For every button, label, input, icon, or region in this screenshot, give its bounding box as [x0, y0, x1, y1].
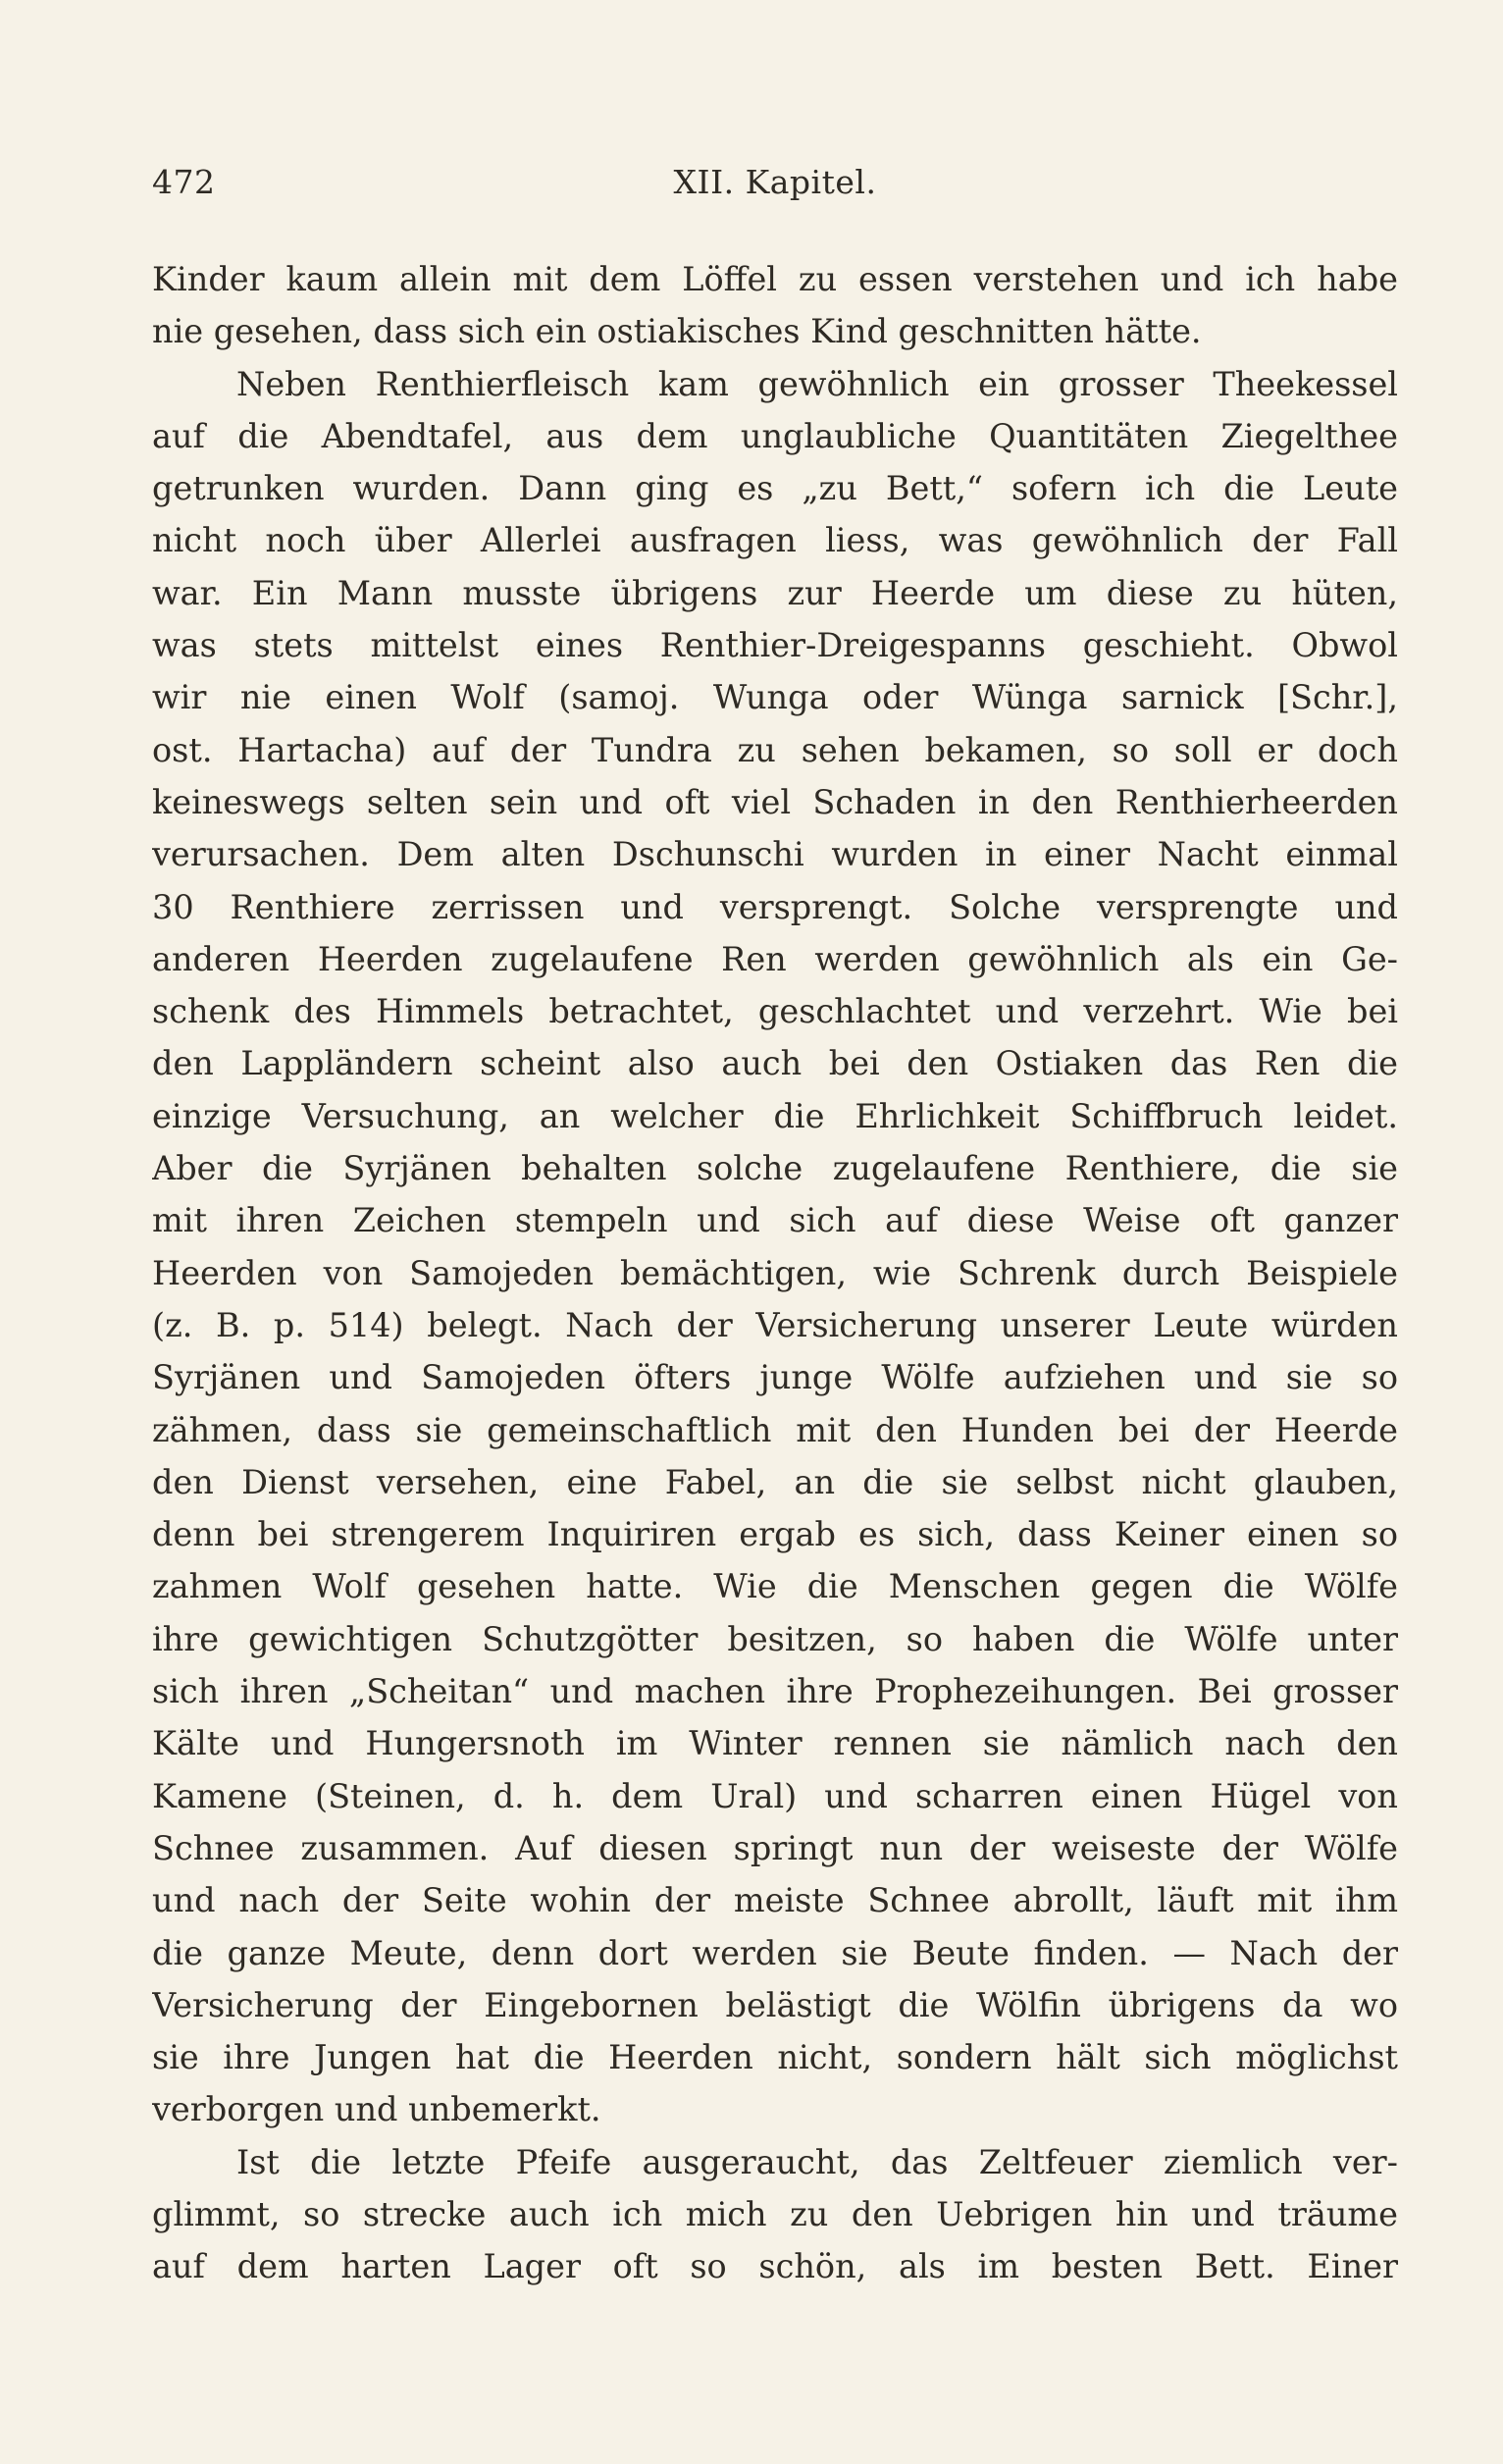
text-line: Kinder kaum allein mit dem Löffel zu essen verstehen und ich habe	[152, 260, 1398, 298]
text-line: denn bei strengerem Inquiriren ergab es sich, dass Keiner einen so	[152, 1515, 1398, 1554]
text-line: Ist die letzte Pfeife ausgeraucht, das Zeltfeuer ziemlich ver-	[236, 2142, 1398, 2181]
text-line: auf dem harten Lager oft so schön, als im besten Bett. Einer	[152, 2247, 1398, 2286]
text-line: glimmt, so strecke auch ich mich zu den Uebrigen hin und träume	[152, 2194, 1398, 2233]
text-line: Heerden von Samojeden bemächtigen, wie Schrenk durch Beispiele	[152, 1253, 1398, 1292]
text-line: Kamene (Steinen, d. h. dem Ural) und scharren einen Hügel von	[152, 1776, 1398, 1815]
text-line: ost. Hartacha) auf der Tundra zu sehen bekamen, so soll er doch	[152, 730, 1398, 769]
text-line: verborgen und unbemerkt.	[152, 2090, 601, 2129]
text-line: einzige Versuchung, an welcher die Ehrlichkeit Schiffbruch leidet.	[152, 1096, 1398, 1135]
text-line: sich ihren „Scheitan“ und machen ihre Prophezeihungen. Bei grosser	[152, 1672, 1398, 1711]
text-line: keineswegs selten sein und oft viel Schaden in den Renthierheerden	[152, 782, 1398, 821]
text-line: wir nie einen Wolf (samoj. Wunga oder Wünga sarnick [Schr.],	[152, 678, 1398, 717]
text-line: Neben Renthierfleisch kam gewöhnlich ein grosser Theekessel	[236, 364, 1398, 403]
text-line: anderen Heerden zugelaufene Ren werden gewöhnlich als ein Ge-	[152, 939, 1398, 978]
text-line: Versicherung der Eingebornen belästigt die Wölfin übrigens da wo	[152, 1985, 1398, 2024]
text-line: und nach der Seite wohin der meiste Schnee abrollt, läuft mit ihm	[152, 1881, 1398, 1920]
text-line: sie ihre Jungen hat die Heerden nicht, sondern hält sich möglichst	[152, 2038, 1398, 2077]
text-line: schenk des Himmels betrachtet, geschlachtet und verzehrt. Wie bei	[152, 992, 1398, 1031]
text-line: war. Ein Mann musste übrigens zur Heerde um diese zu hüten,	[152, 573, 1398, 612]
body-text	[152, 253, 1398, 2293]
text-line: Kälte und Hungersnoth im Winter rennen sie nämlich nach den	[152, 1724, 1398, 1763]
text-line: getrunken wurden. Dann ging es „zu Bett,“ sofern ich die Leute	[152, 469, 1398, 508]
text-line: nie gesehen, dass sich ein ostiakisches Kind geschnitten hätte.	[152, 312, 1202, 351]
text-line: auf die Abendtafel, aus dem unglaubliche Quantitäten Ziegelthee	[152, 416, 1398, 455]
text-line: 30 Renthiere zerrissen und versprengt. Solche versprengte und	[152, 887, 1398, 926]
text-line: ihre gewichtigen Schutzgötter besitzen, so haben die Wölfe unter	[152, 1619, 1398, 1658]
page-header	[152, 163, 1398, 206]
text-line: zähmen, dass sie gemeinschaftlich mit den Hunden bei der Heerde	[152, 1410, 1398, 1449]
text-line: nicht noch über Allerlei ausfragen liess, was gewöhnlich der Fall	[152, 521, 1398, 560]
text-line: den Dienst versehen, eine Fabel, an die sie selbst nicht glauben,	[152, 1462, 1398, 1501]
text-line: Aber die Syrjänen behalten solche zugelaufene Renthiere, die sie	[152, 1149, 1398, 1188]
text-line: mit ihren Zeichen stempeln und sich auf diese Weise oft ganzer	[152, 1201, 1398, 1240]
text-line: zahmen Wolf gesehen hatte. Wie die Menschen gegen die Wölfe	[152, 1567, 1398, 1606]
text-line: die ganze Meute, denn dort werden sie Beute finden. — Nach der	[152, 1933, 1398, 1972]
text-line: (z. B. p. 514) belegt. Nach der Versicherung unserer Leute würden	[152, 1305, 1398, 1344]
page-number: 472	[152, 163, 216, 201]
text-line: was stets mittelst eines Renthier-Dreigespanns geschieht. Obwol	[152, 626, 1398, 665]
text-line: den Lappländern scheint also auch bei den Ostiaken das Ren die	[152, 1044, 1398, 1083]
running-head: XII. Kapitel.	[673, 163, 877, 201]
text-line: Schnee zusammen. Auf diesen springt nun der weiseste der Wölfe	[152, 1828, 1398, 1867]
text-line: verursachen. Dem alten Dschunschi wurden in einer Nacht einmal	[152, 835, 1398, 874]
text-line: Syrjänen und Samojeden öfters junge Wölfe aufziehen und sie so	[152, 1358, 1398, 1397]
